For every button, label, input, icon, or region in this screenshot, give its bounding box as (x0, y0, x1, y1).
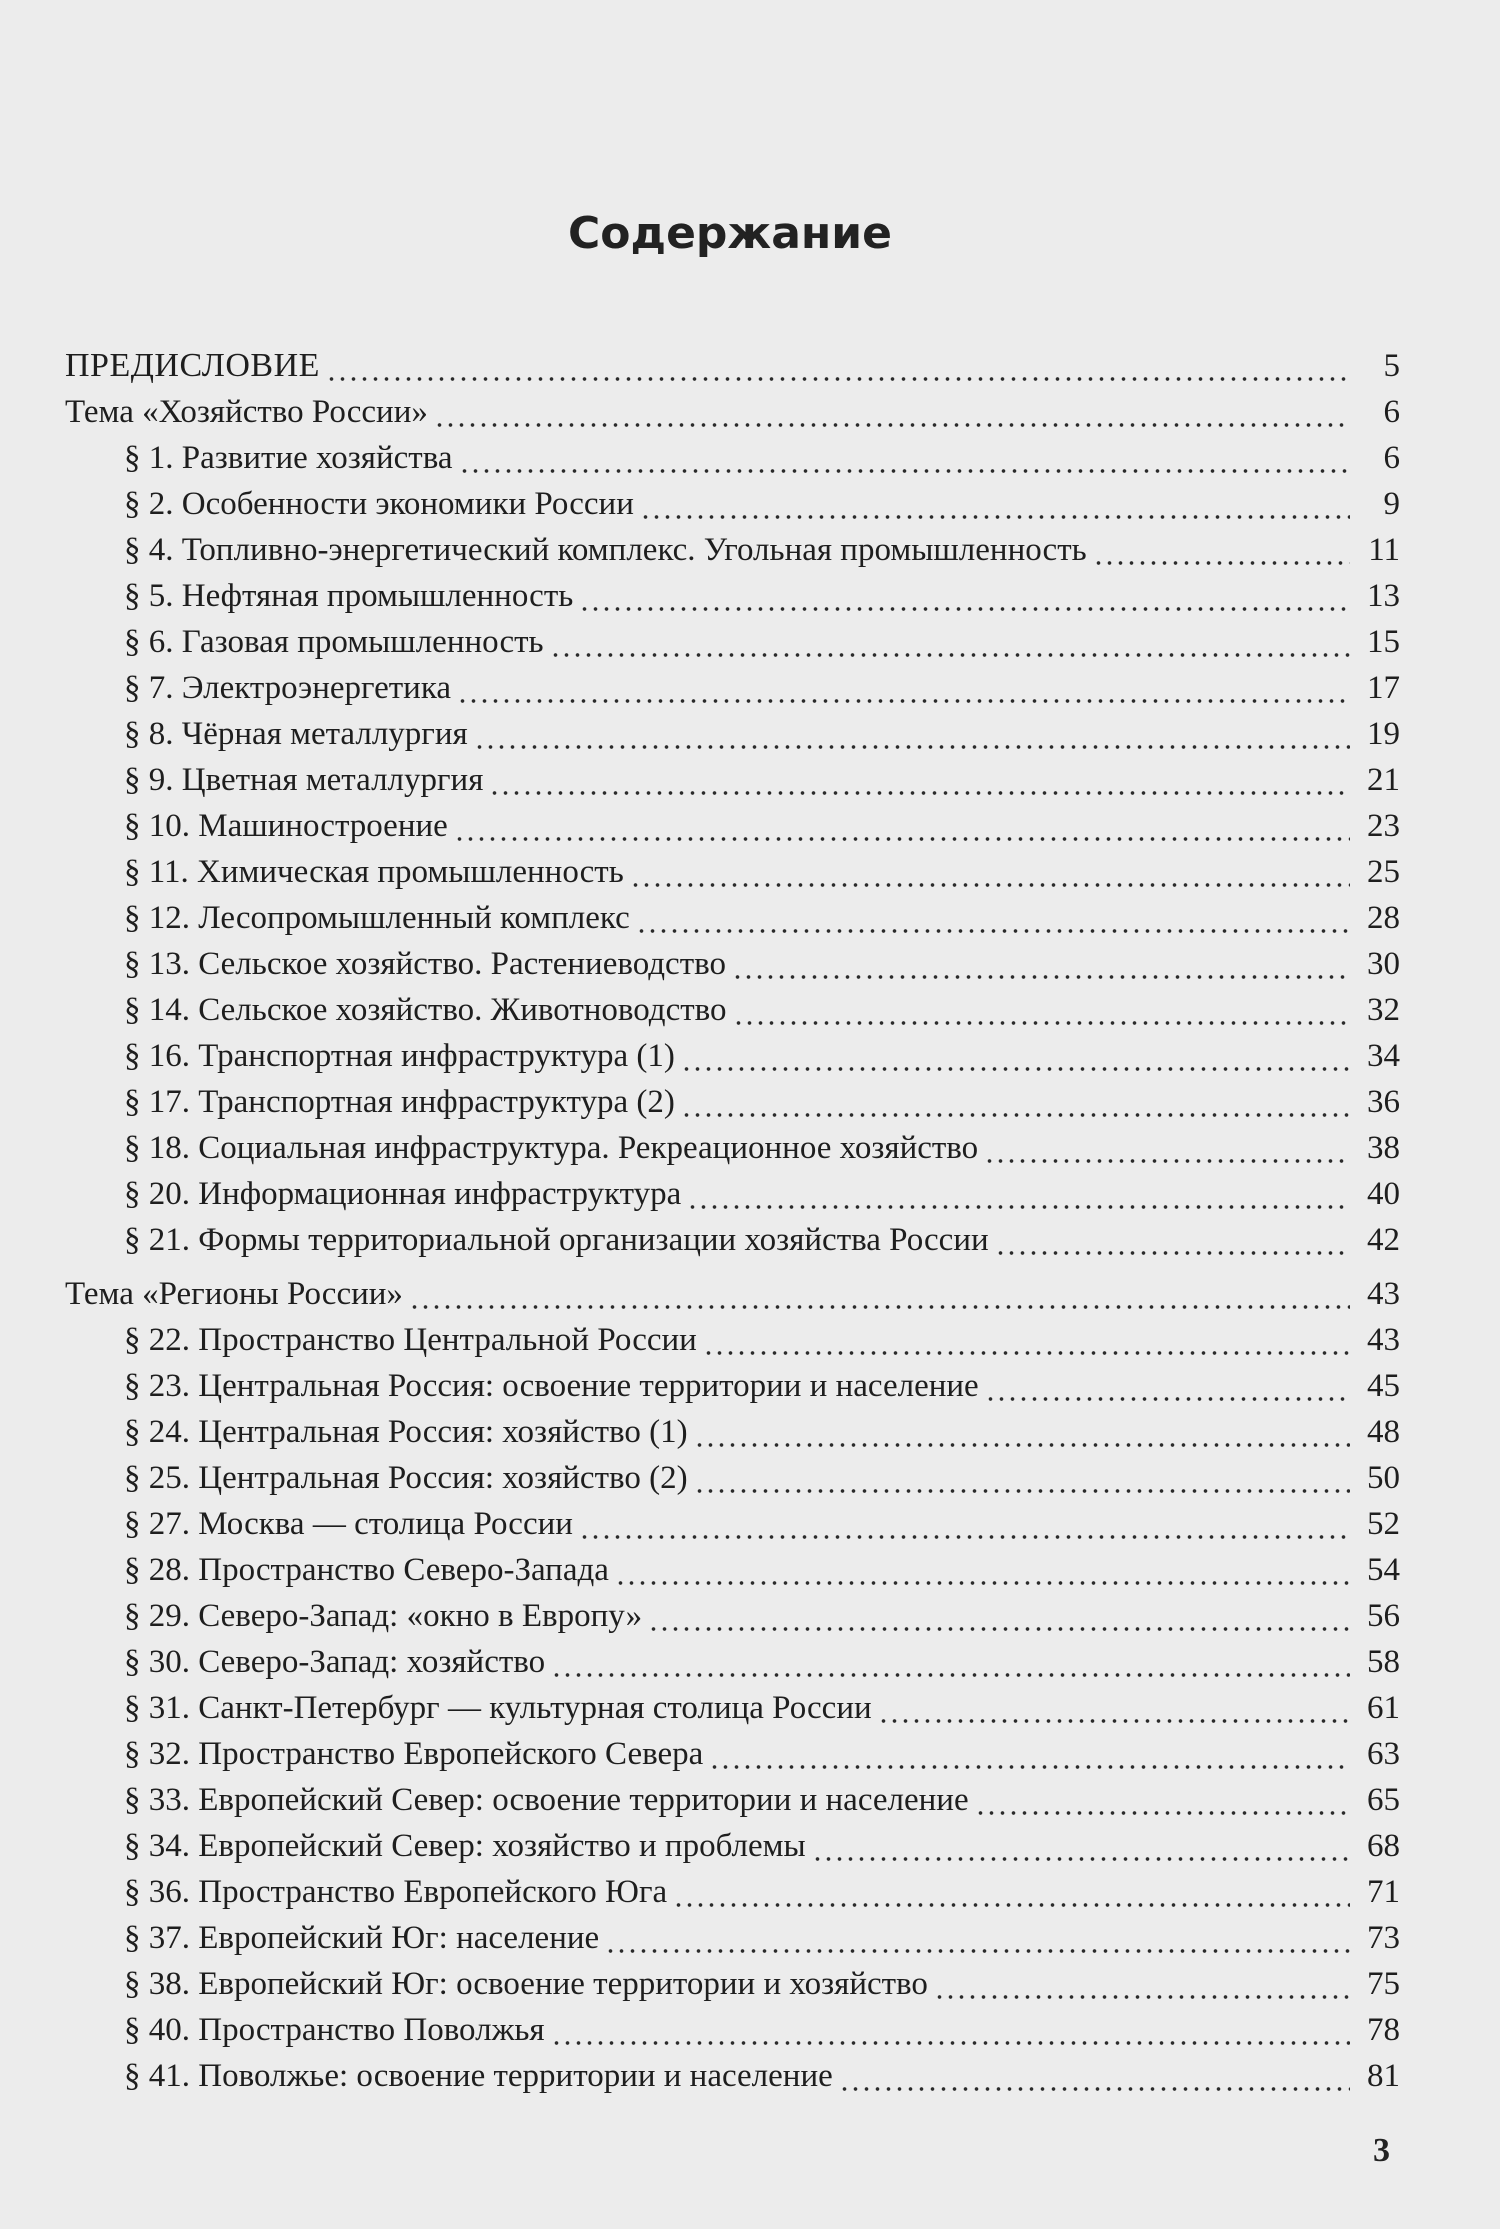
dot-leader (579, 1504, 1350, 1544)
toc-entry-page: 61 (1367, 1690, 1400, 1726)
toc-entry[interactable] (124, 1452, 1400, 1498)
dot-leader (694, 1412, 1350, 1452)
dot-leader (687, 1174, 1350, 1214)
toc-entry[interactable] (124, 2050, 1400, 2096)
toc-entry-label: § 4. Топливно-энергетический комплекс. Угольная промышленность (124, 532, 1087, 568)
dot-leader (640, 484, 1350, 524)
toc-entry-label: § 10. Машиностроение (124, 808, 448, 844)
toc-entry-label: § 9. Цветная металлургия (124, 762, 484, 798)
toc-entry-page: 34 (1367, 1038, 1400, 1074)
toc-entry-label: § 33. Европейский Север: освоение территории и население (124, 1782, 969, 1818)
toc-entry[interactable] (124, 754, 1400, 800)
toc-entry[interactable] (124, 432, 1400, 478)
toc-entry-page: 78 (1367, 2012, 1400, 2048)
dot-leader (681, 1082, 1350, 1122)
dot-leader (434, 392, 1350, 432)
dot-leader (409, 1274, 1350, 1314)
toc-entry-page: 73 (1367, 1920, 1400, 1956)
toc-entry[interactable] (124, 938, 1400, 984)
dot-leader (489, 760, 1350, 800)
toc-entry-page: 5 (1383, 348, 1400, 384)
toc-entry-label: § 8. Чёрная металлургия (124, 716, 468, 752)
toc-entry-page: 11 (1368, 532, 1400, 568)
toc-entry-page: 50 (1367, 1460, 1400, 1496)
toc-entry[interactable] (124, 2004, 1400, 2050)
dot-leader (326, 346, 1350, 386)
toc-entry-page: 54 (1367, 1552, 1400, 1588)
toc-entry-label: § 36. Пространство Европейского Юга (124, 1874, 668, 1910)
toc-entry-page: 40 (1367, 1176, 1400, 1212)
toc-entry-label: § 6. Газовая промышленность (124, 624, 544, 660)
dot-leader (615, 1550, 1350, 1590)
dot-leader (636, 898, 1350, 938)
dot-leader (673, 1872, 1350, 1912)
toc-entry-label: § 31. Санкт-Петербург — культурная столица России (124, 1690, 872, 1726)
toc-entry-label: § 11. Химическая промышленность (124, 854, 624, 890)
toc-entry-page: 13 (1367, 578, 1400, 614)
toc-entry-label: § 27. Москва — столица России (124, 1506, 573, 1542)
toc-entry-page: 23 (1367, 808, 1400, 844)
toc-entry-page: 21 (1367, 762, 1400, 798)
toc-entry-label: § 22. Пространство Центральной России (124, 1322, 697, 1358)
dot-leader (694, 1458, 1350, 1498)
toc-entry-label: § 38. Европейский Юг: освоение территории и хозяйство (124, 1966, 928, 2002)
toc-entry-label: § 13. Сельское хозяйство. Растениеводство (124, 946, 726, 982)
toc-entry[interactable] (124, 524, 1400, 570)
toc-entry-page: 48 (1367, 1414, 1400, 1450)
dot-leader (551, 2010, 1350, 2050)
toc-entry-label: § 25. Центральная Россия: хозяйство (2) (124, 1460, 688, 1496)
toc-entry-label: § 21. Формы территориальной организации хозяйства России (124, 1222, 989, 1258)
dot-leader (454, 806, 1350, 846)
page-number: 3 (1373, 2132, 1390, 2169)
toc-theme-economy[interactable] (65, 386, 1400, 432)
dot-leader (995, 1220, 1350, 1260)
toc-entry-page: 30 (1367, 946, 1400, 982)
toc-entry-page: 17 (1367, 670, 1400, 706)
dot-leader (878, 1688, 1350, 1728)
toc-entry-page: 63 (1367, 1736, 1400, 1772)
toc-entry-page: 6 (1383, 440, 1400, 476)
toc-entry[interactable] (124, 1214, 1400, 1260)
toc-entry[interactable] (124, 1636, 1400, 1682)
toc-entry[interactable] (124, 1360, 1400, 1406)
toc-entry-label: § 1. Развитие хозяйства (124, 440, 453, 476)
toc-entry[interactable] (124, 1958, 1400, 2004)
toc-entry-label: § 2. Особенности экономики России (124, 486, 634, 522)
toc-entry-page: 45 (1367, 1368, 1400, 1404)
toc-entry-label: § 29. Северо-Запад: «окно в Европу» (124, 1598, 643, 1634)
toc-entry[interactable] (124, 1912, 1400, 1958)
toc-entry-label: Тема «Хозяйство России» (65, 394, 428, 430)
toc-entry[interactable] (124, 1866, 1400, 1912)
toc-entry[interactable] (124, 1590, 1400, 1636)
toc-entry-page: 6 (1383, 394, 1400, 430)
toc-entry[interactable] (124, 1774, 1400, 1820)
toc-entry-label: § 23. Центральная Россия: освоение территории и население (124, 1368, 979, 1404)
toc-entry[interactable] (124, 478, 1400, 524)
toc-entry[interactable] (124, 1122, 1400, 1168)
toc-entry[interactable] (124, 800, 1400, 846)
toc-entry-label: § 5. Нефтяная промышленность (124, 578, 574, 614)
toc-entry-label: § 30. Северо-Запад: хозяйство (124, 1644, 546, 1680)
toc-entry-page: 43 (1367, 1276, 1400, 1312)
toc-entry-page: 56 (1367, 1598, 1400, 1634)
toc-entry[interactable] (124, 708, 1400, 754)
toc-entry-page: 36 (1367, 1084, 1400, 1120)
toc-entry-page: 38 (1367, 1130, 1400, 1166)
toc-entry-label: ПРЕДИСЛОВИЕ (65, 347, 320, 384)
toc-theme-regions[interactable] (65, 1268, 1400, 1314)
toc-entry[interactable] (124, 1076, 1400, 1122)
dot-leader (550, 622, 1350, 662)
toc-entry-page: 25 (1367, 854, 1400, 890)
toc-entry-page: 71 (1367, 1874, 1400, 1910)
dot-leader (985, 1366, 1350, 1406)
toc-entry-label: § 40. Пространство Поволжья (124, 2012, 545, 2048)
toc-entry[interactable] (124, 1168, 1400, 1214)
dot-leader (934, 1964, 1350, 2004)
toc-entry-page: 42 (1367, 1222, 1400, 1258)
toc-entry-page: 19 (1367, 716, 1400, 752)
dot-leader (605, 1918, 1350, 1958)
toc-entry-page: 15 (1367, 624, 1400, 660)
toc-entry[interactable] (124, 1820, 1400, 1866)
toc-entry-label: § 16. Транспортная инфраструктура (1) (124, 1038, 675, 1074)
toc-entry-label: § 32. Пространство Европейского Севера (124, 1736, 704, 1772)
dot-leader (681, 1036, 1350, 1076)
toc-entry-label: § 24. Центральная Россия: хозяйство (1) (124, 1414, 688, 1450)
toc-entry[interactable] (124, 1406, 1400, 1452)
toc-entry-label: § 34. Европейский Север: хозяйство и проблемы (124, 1828, 806, 1864)
toc-entry[interactable] (124, 1030, 1400, 1076)
toc-entry[interactable] (124, 1682, 1400, 1728)
toc-entry-page: 32 (1367, 992, 1400, 1028)
page-title: Содержание (568, 208, 892, 259)
toc-entry[interactable] (124, 1498, 1400, 1544)
dot-leader (459, 438, 1351, 478)
dot-leader (812, 1826, 1350, 1866)
dot-leader (630, 852, 1350, 892)
dot-leader (474, 714, 1350, 754)
toc-entry-label: Тема «Регионы России» (65, 1276, 403, 1312)
dot-leader (1093, 530, 1350, 570)
toc-entry[interactable] (124, 1728, 1400, 1774)
toc-entry-label: § 41. Поволжье: освоение территории и население (124, 2058, 833, 2094)
toc-entry-label: § 17. Транспортная инфраструктура (2) (124, 1084, 675, 1120)
toc-entry[interactable] (124, 1314, 1400, 1360)
dot-leader (975, 1780, 1350, 1820)
dot-leader (579, 576, 1350, 616)
toc-entry[interactable] (124, 846, 1400, 892)
toc-entry-page: 65 (1367, 1782, 1400, 1818)
toc-entry-label: § 28. Пространство Северо-Запада (124, 1552, 609, 1588)
dot-leader (648, 1596, 1350, 1636)
toc-entry[interactable] (124, 570, 1400, 616)
toc-entry-page: 81 (1367, 2058, 1400, 2094)
toc-entry-page: 28 (1367, 900, 1400, 936)
dot-leader (732, 944, 1350, 984)
toc-entry-label: § 14. Сельское хозяйство. Животноводство (124, 992, 727, 1028)
dot-leader (703, 1320, 1350, 1360)
dot-leader (839, 2056, 1350, 2096)
dot-leader (551, 1642, 1350, 1682)
toc-entry-page: 58 (1367, 1644, 1400, 1680)
toc-entry-preface[interactable] (65, 340, 1400, 386)
toc-entry-label: § 37. Европейский Юг: население (124, 1920, 600, 1956)
dot-leader (709, 1734, 1350, 1774)
toc-entry-page: 75 (1367, 1966, 1400, 2002)
toc-entry-label: § 20. Информационная инфраструктура (124, 1176, 682, 1212)
toc-entry-page: 9 (1383, 486, 1400, 522)
toc-entry[interactable] (124, 1544, 1400, 1590)
dot-leader (984, 1128, 1350, 1168)
toc-entry-page: 68 (1367, 1828, 1400, 1864)
dot-leader (733, 990, 1350, 1030)
toc-entry[interactable] (124, 662, 1400, 708)
toc-entry-page: 43 (1367, 1322, 1400, 1358)
toc-entry[interactable] (124, 616, 1400, 662)
toc-entry-label: § 12. Лесопромышленный комплекс (124, 900, 630, 936)
toc-entry-label: § 7. Электроэнергетика (124, 670, 452, 706)
toc-entry[interactable] (124, 892, 1400, 938)
toc-entry-page: 52 (1367, 1506, 1400, 1542)
dot-leader (457, 668, 1350, 708)
toc-entry-label: § 18. Социальная инфраструктура. Рекреационное хозяйство (124, 1130, 979, 1166)
toc-entry[interactable] (124, 984, 1400, 1030)
